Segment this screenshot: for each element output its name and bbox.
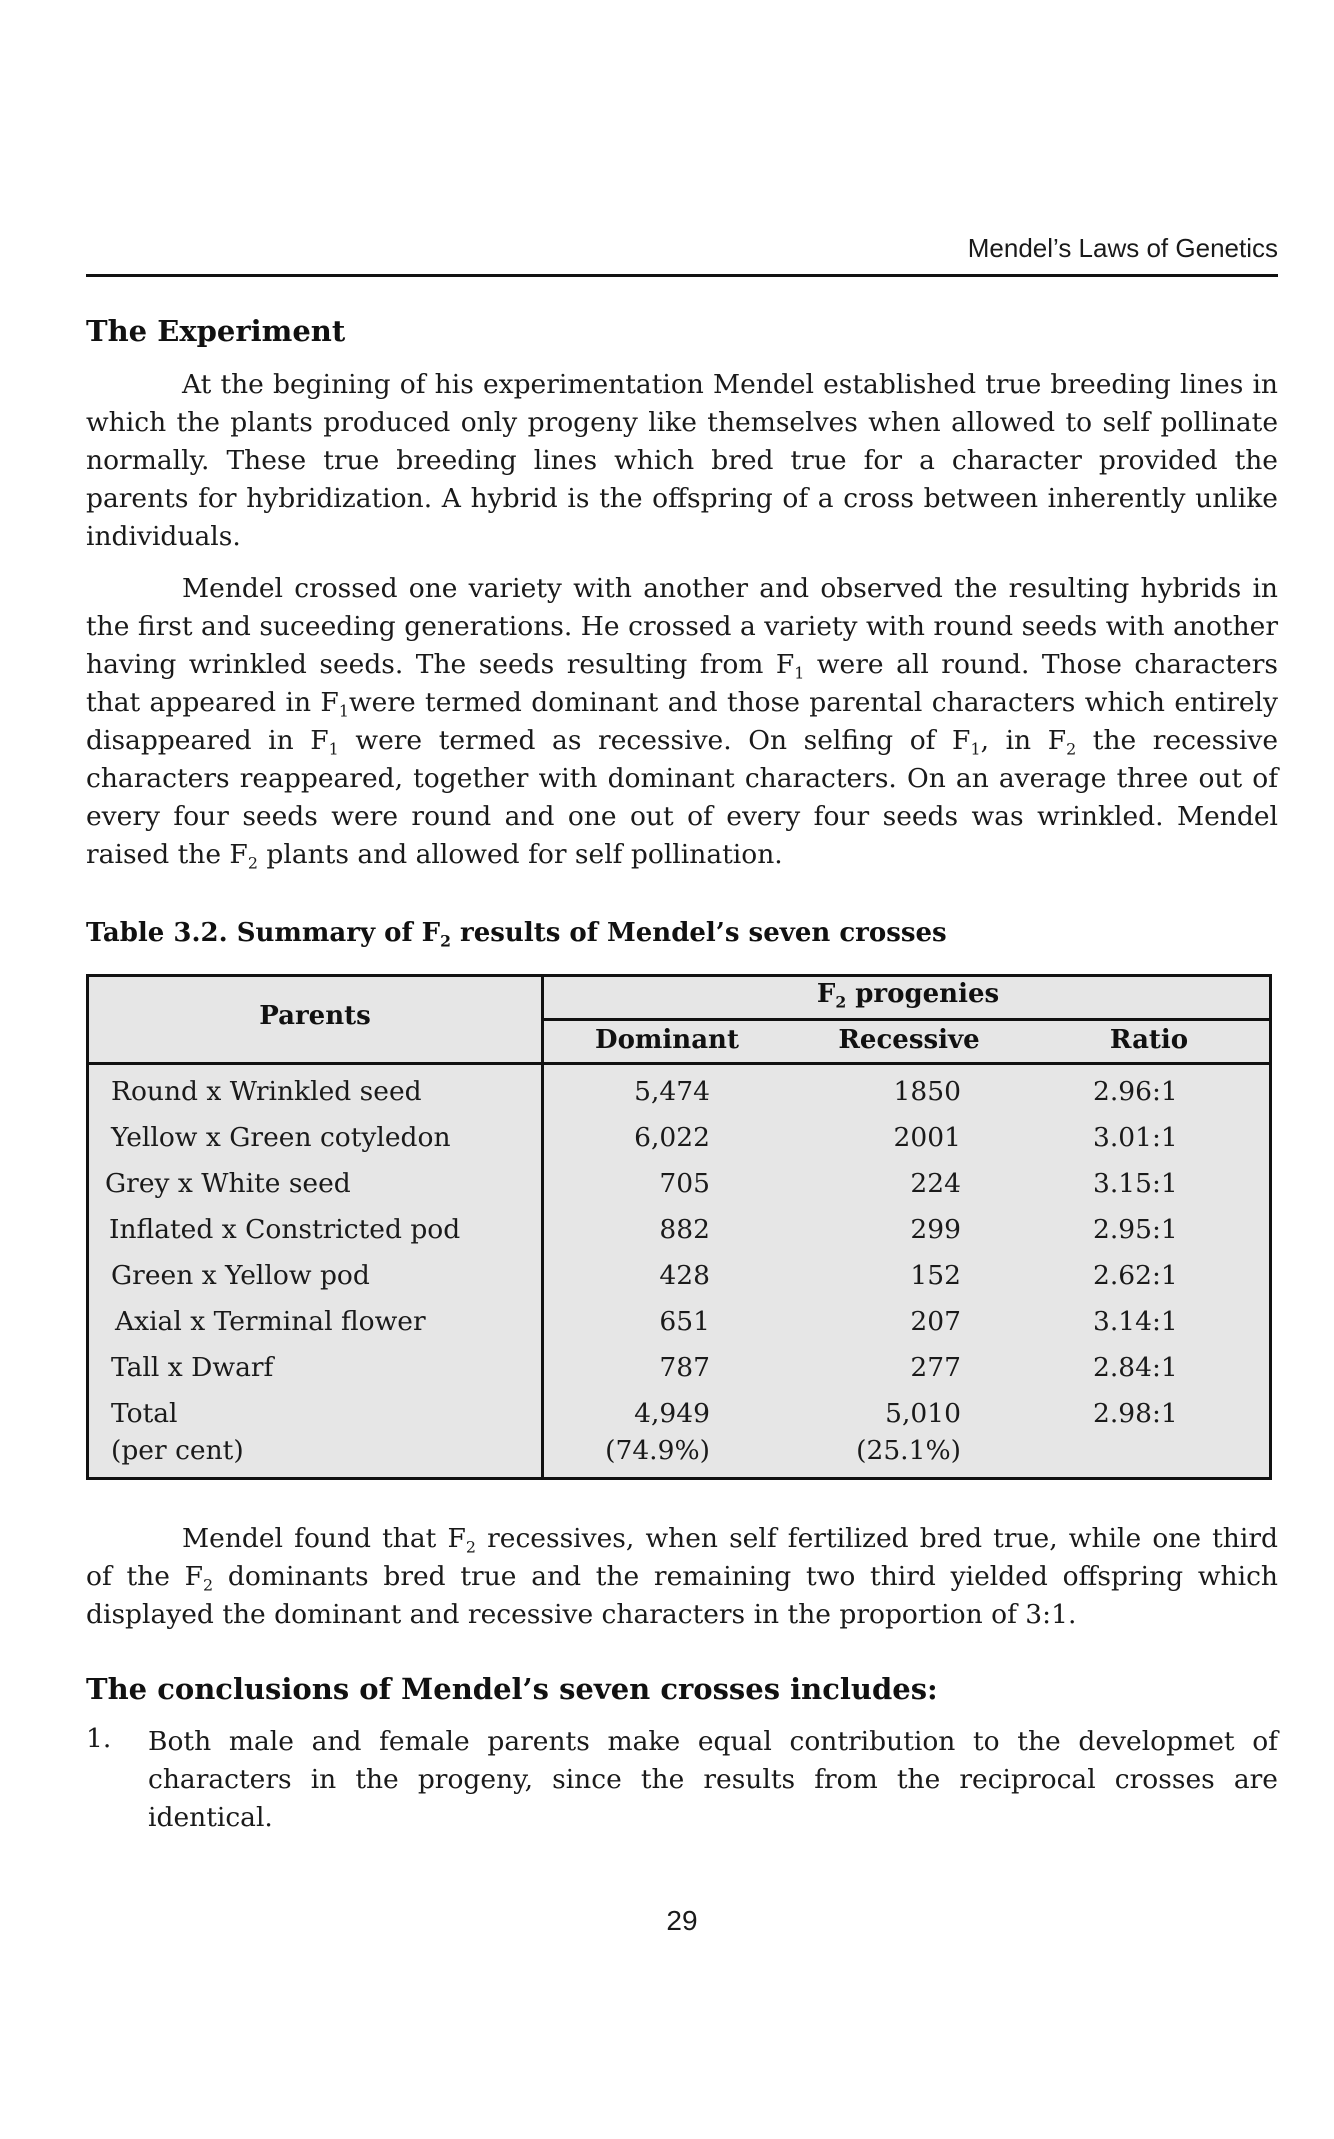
cell-recessive: 152 <box>910 1260 961 1291</box>
cell-parents: Green x Yellow pod <box>111 1260 370 1291</box>
cell-parents: Inflated x Constricted pod <box>109 1214 461 1245</box>
cell-dominant: 651 <box>659 1306 710 1337</box>
cell-parents: Axial x Terminal flower <box>115 1306 426 1337</box>
cell-dominant: 4,949 <box>634 1398 710 1429</box>
text-run: F <box>816 979 836 1009</box>
header-rule <box>86 274 1278 277</box>
page-number: 29 <box>666 1905 698 1936</box>
text-run: , in F <box>980 725 1067 756</box>
table-divider <box>541 1018 1272 1021</box>
cell-parents: Tall x Dwarf <box>111 1352 274 1383</box>
subscript: 1 <box>338 701 349 721</box>
cell-recessive: 2001 <box>893 1122 961 1153</box>
list-item-text: Both male and female parents make equal contribution to the developmet of characters in the progeny, since the results from the reciprocal crosses are identical. <box>148 1726 1278 1833</box>
subscript: 1 <box>328 739 339 759</box>
paragraph-3 <box>86 1520 1278 1634</box>
text-run: were all round. Those characters that appeared in F <box>86 649 1278 718</box>
cell-parents: Grey x White seed <box>105 1168 351 1199</box>
cell-recessive: 207 <box>910 1306 961 1337</box>
cell-recessive: 277 <box>910 1352 961 1383</box>
text-run: the recessive characters reappeared, together with dominant characters. On an average three out of every four seeds were round and one out of every four seeds was wrinkled. Mendel raised the F <box>86 725 1278 870</box>
section-heading-conclusions: The conclusions of Mendel’s seven crosses includes: <box>86 1672 938 1706</box>
paragraph-1-text: At the begining of his experimentation Mendel established true breeding lines in which the plants produced only progeny like themselves when allowed to self pollinate normally. These true breeding lines which bred true for a character provided the parents for hybridization. A hybrid is the offspring of a cross between inherently unlike individuals. <box>86 369 1278 552</box>
text-run: Table 3.2. Summary of F <box>86 918 441 948</box>
cell-ratio: 3.14:1 <box>1093 1306 1178 1337</box>
cell-parents: Yellow x Green cotyledon <box>111 1122 451 1153</box>
cell-dominant: 882 <box>659 1214 710 1245</box>
cell-dominant: 428 <box>659 1260 710 1291</box>
header-f2-progenies <box>544 979 1272 1012</box>
section-heading-experiment: The Experiment <box>86 314 346 348</box>
cell-dominant: (74.9%) <box>605 1435 710 1466</box>
cell-parents: (per cent) <box>111 1435 244 1466</box>
cell-dominant: 787 <box>659 1352 710 1383</box>
cell-dominant: 5,474 <box>634 1076 710 1107</box>
cell-recessive: 299 <box>910 1214 961 1245</box>
subscript: 2 <box>203 1575 214 1595</box>
header-parents: Parents <box>259 1001 371 1031</box>
cell-recessive: 5,010 <box>885 1398 961 1429</box>
cell-recessive: 224 <box>910 1168 961 1199</box>
subscript: 2 <box>1066 739 1077 759</box>
cell-ratio: 3.01:1 <box>1093 1122 1178 1153</box>
running-head: Mendel’s Laws of Genetics <box>967 233 1278 263</box>
cell-ratio: 2.62:1 <box>1093 1260 1178 1291</box>
subscript: 1 <box>794 663 805 683</box>
header-dominant: Dominant <box>595 1025 739 1055</box>
results-table <box>86 974 1272 1480</box>
cell-ratio: 2.84:1 <box>1093 1352 1178 1383</box>
header-recessive: Recessive <box>838 1025 980 1055</box>
text-run: recessives, when self fertilized bred true, while one third of the F <box>86 1523 1278 1592</box>
cell-dominant: 6,022 <box>634 1122 710 1153</box>
paragraph-2 <box>86 570 1278 874</box>
subscript: 1 <box>970 739 981 759</box>
header-ratio: Ratio <box>1109 1025 1189 1055</box>
subscript: 2 <box>247 853 258 873</box>
text-run: dominants bred true and the remaining two third yielded offspring which displayed the dominant and recessive characters in the proportion of 3:1. <box>86 1561 1278 1630</box>
text-run: were termed dominant and those parental characters which entirely disappeared in F <box>86 687 1278 756</box>
subscript: 2 <box>440 931 451 951</box>
subscript: 2 <box>835 992 847 1012</box>
text-run: were termed as recessive. On selfing of F <box>338 725 971 756</box>
cell-ratio: 2.98:1 <box>1093 1398 1178 1429</box>
table-divider <box>541 1064 544 1480</box>
cell-ratio: 2.95:1 <box>1093 1214 1178 1245</box>
cell-parents: Round x Wrinkled seed <box>111 1076 422 1107</box>
cell-recessive: (25.1%) <box>856 1435 961 1466</box>
text-run: Mendel found that F <box>182 1523 466 1554</box>
cell-recessive: 1850 <box>893 1076 961 1107</box>
table-caption <box>86 918 947 951</box>
paragraph-1 <box>86 366 1278 556</box>
cell-dominant: 705 <box>659 1168 710 1199</box>
text-run: Mendel crossed one variety with another and observed the resulting hybrids in the first and suceeding generations. He crossed a variety with round seeds with another having wrinkled seeds. The seeds resulting from F <box>86 573 1278 680</box>
text-run: results of Mendel’s seven crosses <box>451 918 947 948</box>
cell-parents: Total <box>111 1398 178 1429</box>
table-divider <box>89 1062 1272 1065</box>
subscript: 2 <box>465 1537 476 1557</box>
cell-ratio: 3.15:1 <box>1093 1168 1178 1199</box>
text-run: plants and allowed for self pollination. <box>257 839 783 870</box>
text-run: progenies <box>846 979 1000 1009</box>
cell-ratio: 2.96:1 <box>1093 1076 1178 1107</box>
list-item-number: 1. <box>86 1723 112 1754</box>
